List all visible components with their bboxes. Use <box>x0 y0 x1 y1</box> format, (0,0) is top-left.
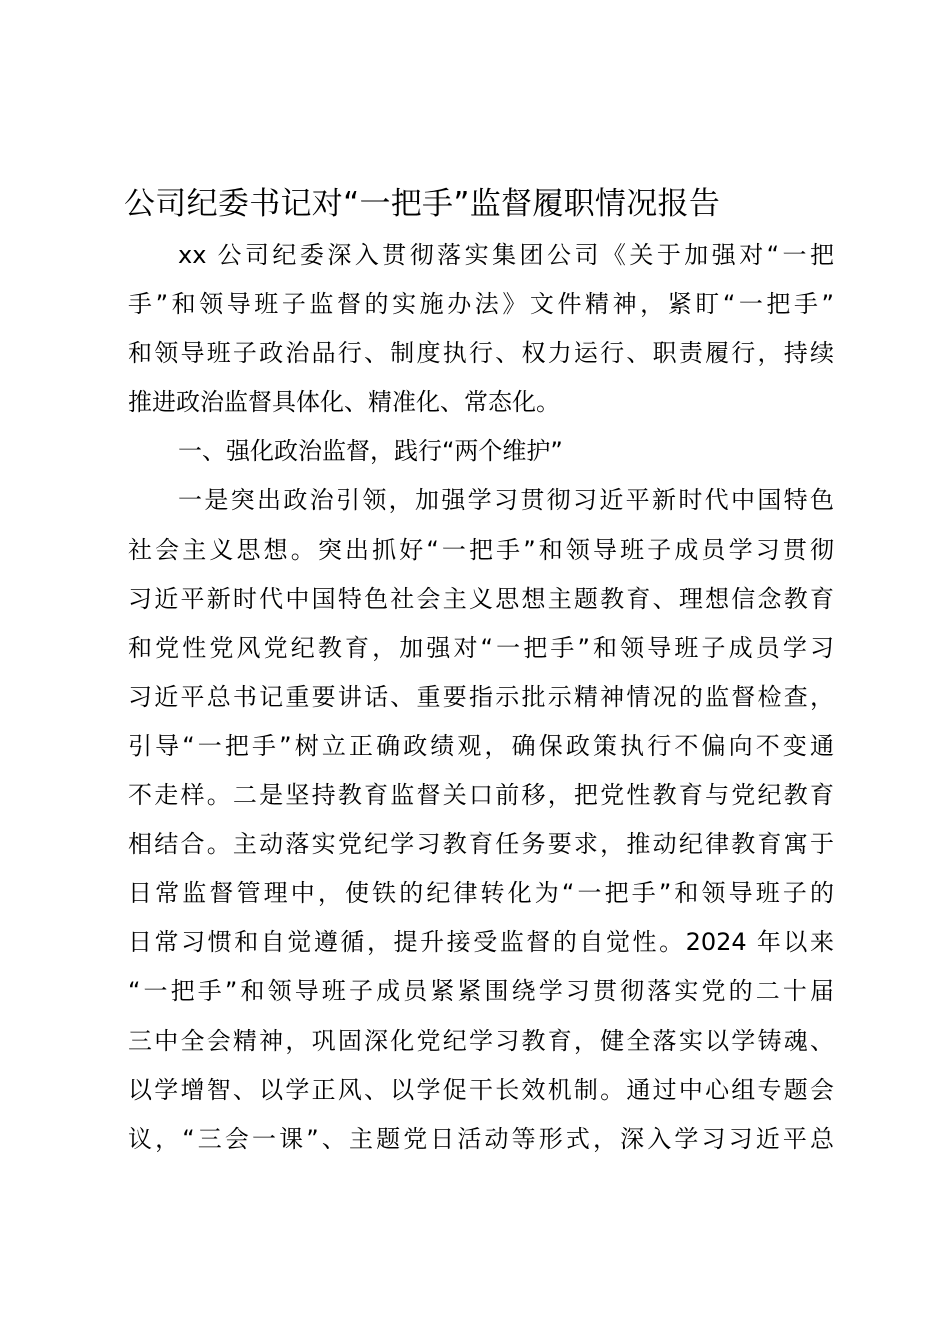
text-line: 相结合。主动落实党纪学习教育任务要求，推动纪律教育寓于 <box>128 830 834 859</box>
text-line: 习近平总书记重要讲话、重要指示批示精神情况的监督检查， <box>128 682 834 711</box>
paragraph-body <box>128 476 834 1163</box>
document-body <box>128 231 834 1164</box>
text-line: 引导“一把手”树立正确政绩观，确保政策执行不偏向不变通 <box>128 731 834 760</box>
section-heading <box>128 427 834 476</box>
paragraph-intro <box>128 231 834 427</box>
text-line: 和党性党风党纪教育，加强对“一把手”和领导班子成员学习 <box>128 633 834 662</box>
text-line: 推进政治监督具体化、精准化、常态化。 <box>128 388 560 417</box>
text-line: 一、强化政治监督，践行“两个维护” <box>178 437 563 466</box>
text-line: 三中全会精神，巩固深化党纪学习教育，健全落实以学铸魂、 <box>128 1026 834 1055</box>
text-line: 不走样。二是坚持教育监督关口前移，把党性教育与党纪教育 <box>128 781 834 810</box>
text-line: 和领导班子政治品行、制度执行、权力运行、职责履行，持续 <box>128 339 834 368</box>
text-line: 日常习惯和自觉遵循，提升接受监督的自觉性。2024 年以来 <box>128 928 834 957</box>
text-line: 日常监督管理中，使铁的纪律转化为“一把手”和领导班子的 <box>128 879 834 908</box>
document-title: 公司纪委书记对“一把手”监督履职情况报告 <box>124 186 721 222</box>
text-line: 社会主义思想。突出抓好“一把手”和领导班子成员学习贯彻 <box>128 535 834 564</box>
text-line: “一把手”和领导班子成员紧紧围绕学习贯彻落实党的二十届 <box>128 977 834 1006</box>
text-line: 一是突出政治引领，加强学习贯彻习近平新时代中国特色 <box>178 486 834 515</box>
text-line: 习近平新时代中国特色社会主义思想主题教育、理想信念教育 <box>128 584 834 613</box>
text-line: 议，“三会一课”、主题党日活动等形式，深入学习习近平总 <box>128 1124 834 1153</box>
text-line: 以学增智、以学正风、以学促干长效机制。通过中心组专题会 <box>128 1075 834 1104</box>
text-line: 手”和领导班子监督的实施办法》文件精神，紧盯“一把手” <box>128 290 834 319</box>
text-line: xx 公司纪委深入贯彻落实集团公司《关于加强对“一把 <box>178 241 834 269</box>
